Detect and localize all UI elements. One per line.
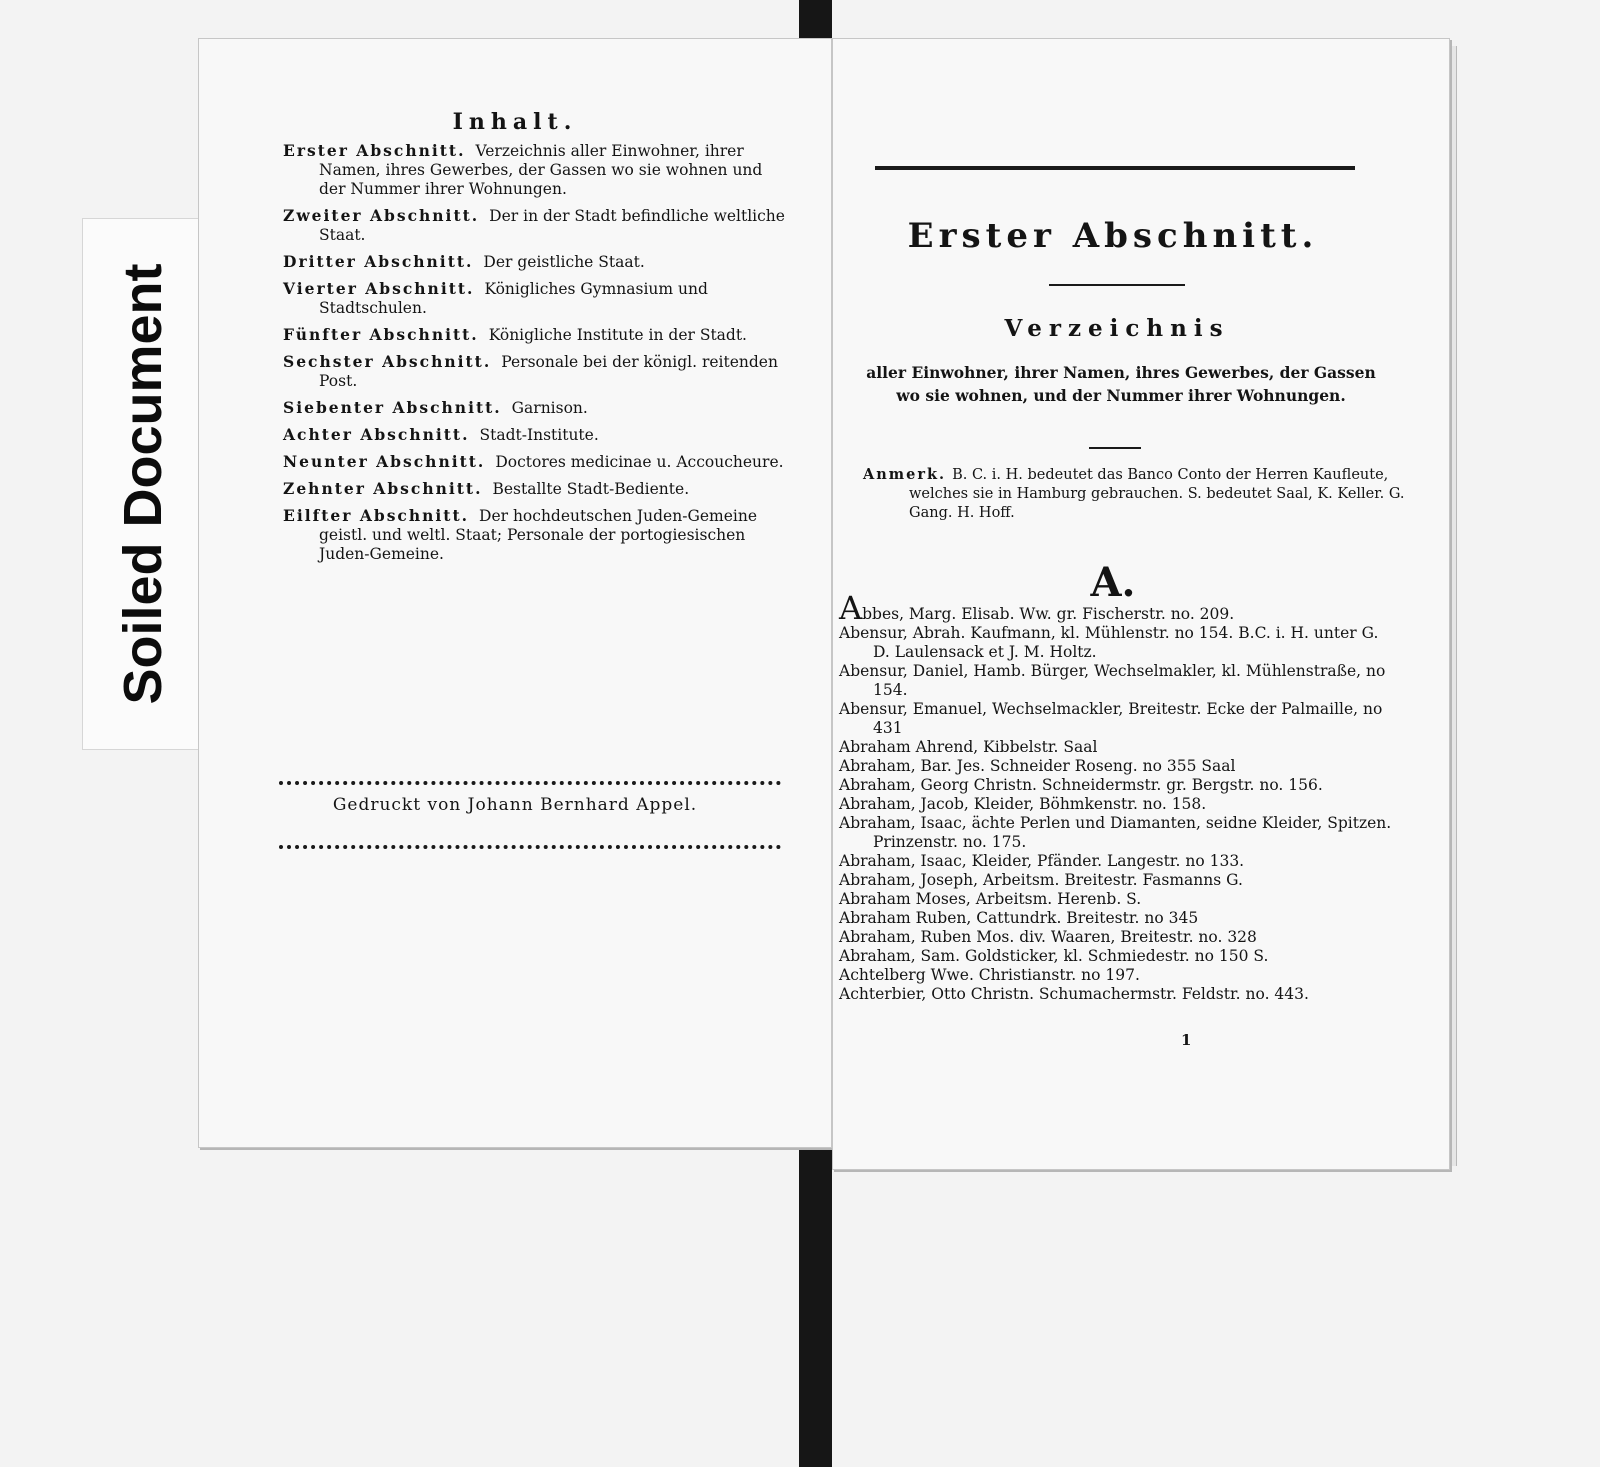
toc-text: Der hochdeutschen Juden-Gemeine geistl. und weltl. Staat; Personale der portogiesischen Juden-Gemeine. xyxy=(319,507,757,563)
toc-entry xyxy=(283,252,793,272)
toc-text: Bestallte Stadt-Bediente. xyxy=(492,480,690,498)
resident-entry: Abraham, Georg Christn. Schneidermstr. gr. Bergstr. no. 156. xyxy=(839,776,1323,794)
toc-entry xyxy=(283,425,793,445)
resident-entry: Abraham, Joseph, Arbeitsm. Breitestr. Fasmanns G. xyxy=(839,871,1243,889)
sub-heading-text: aller Einwohner, ihrer Namen, ihres Gewerbes, der Gassen wo sie wohnen, und der Nummer ihrer Wohnungen. xyxy=(866,363,1376,405)
drop-initial: A xyxy=(839,589,863,627)
toc-label: Eilfter Abschnitt. xyxy=(283,506,470,525)
letter-heading: A. xyxy=(1090,559,1136,606)
toc-entry xyxy=(283,206,793,245)
resident-entry: Abraham, Bar. Jes. Schneider Roseng. no 355 Saal xyxy=(839,757,1236,775)
toc-entry xyxy=(283,398,793,418)
stamp-text: Soiled Document xyxy=(113,263,173,705)
right-page xyxy=(832,38,1450,1170)
toc-title: Inhalt. xyxy=(452,109,578,135)
annotation-note xyxy=(863,465,1439,523)
toc-label: Sechster Abschnitt. xyxy=(283,352,492,371)
toc-text: Doctores medicinae u. Accoucheure. xyxy=(495,453,784,471)
toc-label: Dritter Abschnitt. xyxy=(283,252,474,271)
resident-entry: Achtelberg Wwe. Christianstr. no 197. xyxy=(839,966,1140,984)
resident-entry: Abraham Moses, Arbeitsm. Herenb. S. xyxy=(839,890,1142,908)
toc-label: Achter Abschnitt. xyxy=(283,425,470,444)
toc-text: Verzeichnis aller Einwohner, ihrer Namen, ihres Gewerbes, der Gassen wo sie wohnen und der Nummer ihrer Wohnungen. xyxy=(319,142,763,198)
toc-text: Königliches Gymnasium und Stadtschulen. xyxy=(319,280,708,317)
toc-entry xyxy=(283,141,793,199)
resident-entry xyxy=(839,589,1399,627)
resident-entry: Abraham, Sam. Goldsticker, kl. Schmiedestr. no 150 S. xyxy=(839,947,1269,965)
soiled-document-stamp xyxy=(82,218,204,750)
resident-list xyxy=(839,589,1399,1004)
resident-entry: Abraham, Ruben Mos. div. Waaren, Breitestr. no. 328 xyxy=(839,928,1257,946)
entry-text: bbes, Marg. Elisab. Ww. gr. Fischerstr. no. 209. xyxy=(862,605,1235,623)
resident-entry: Abraham, Isaac, ächte Perlen und Diamanten, seidne Kleider, Spitzen. Prinzenstr. no. 175. xyxy=(839,814,1392,851)
left-page xyxy=(198,38,832,1148)
note-label: Anmerk. xyxy=(863,466,947,483)
section-title: Erster Abschnitt. xyxy=(907,216,1319,256)
toc-label: Fünfter Abschnitt. xyxy=(283,325,479,344)
dotted-rule-bottom xyxy=(279,845,781,849)
dotted-rule-top xyxy=(279,781,781,785)
toc-label: Siebenter Abschnitt. xyxy=(283,398,502,417)
toc-label: Neunter Abschnitt. xyxy=(283,452,486,471)
printer-imprint: Gedruckt von Johann Bernhard Appel. xyxy=(332,795,698,815)
toc-entry xyxy=(283,506,793,564)
toc-label: Zehnter Abschnitt. xyxy=(283,479,483,498)
toc-entry xyxy=(283,279,793,318)
book-gutter-bottom xyxy=(799,1148,832,1467)
toc-entry xyxy=(283,352,793,391)
short-rule xyxy=(1089,447,1141,449)
heavy-rule xyxy=(875,166,1355,170)
resident-entry: Abensur, Emanuel, Wechselmackler, Breitestr. Ecke der Palmaille, no 431 xyxy=(839,700,1383,737)
toc-entry xyxy=(283,452,793,472)
toc-entry xyxy=(283,325,793,345)
toc-label: Zweiter Abschnitt. xyxy=(283,206,480,225)
resident-entry: Abraham Ahrend, Kibbelstr. Saal xyxy=(839,738,1098,756)
resident-entry: Abensur, Abrah. Kaufmann, kl. Mühlenstr. no 154. B.C. i. H. unter G. D. Laulensack et J. M. Holtz. xyxy=(839,624,1379,661)
toc-text: Königliche Institute in der Stadt. xyxy=(488,326,747,344)
toc-list xyxy=(283,141,793,571)
toc-text: Der geistliche Staat. xyxy=(483,253,645,271)
page-number: 1 xyxy=(1181,1031,1192,1049)
toc-label: Erster Abschnitt. xyxy=(283,141,466,160)
toc-text: Der in der Stadt befindliche weltliche Staat. xyxy=(319,207,785,244)
title-rule xyxy=(1049,284,1185,286)
resident-entry: Abensur, Daniel, Hamb. Bürger, Wechselmakler, kl. Mühlenstraße, no 154. xyxy=(839,662,1386,699)
sub-heading: Verzeichnis xyxy=(1004,315,1230,342)
toc-entry xyxy=(283,479,793,499)
toc-text: Garnison. xyxy=(511,399,588,417)
resident-entry: Abraham, Isaac, Kleider, Pfänder. Langestr. no 133. xyxy=(839,852,1245,870)
resident-entry: Abraham, Jacob, Kleider, Böhmkenstr. no. 158. xyxy=(839,795,1207,813)
toc-text: Stadt-Institute. xyxy=(479,426,599,444)
toc-text: Personale bei der königl. reitenden Post. xyxy=(319,353,778,390)
resident-entry: Achterbier, Otto Christn. Schumachermstr. Feldstr. no. 443. xyxy=(839,985,1309,1003)
note-text: B. C. i. H. bedeutet das Banco Conto der Herren Kaufleute, welches sie in Hamburg gebrauchen. S. bedeutet Saal, K. Keller. G. Gang. H. Hoff. xyxy=(909,467,1405,521)
toc-label: Vierter Abschnitt. xyxy=(283,279,475,298)
resident-entry: Abraham Ruben, Cattundrk. Breitestr. no 345 xyxy=(839,909,1199,927)
